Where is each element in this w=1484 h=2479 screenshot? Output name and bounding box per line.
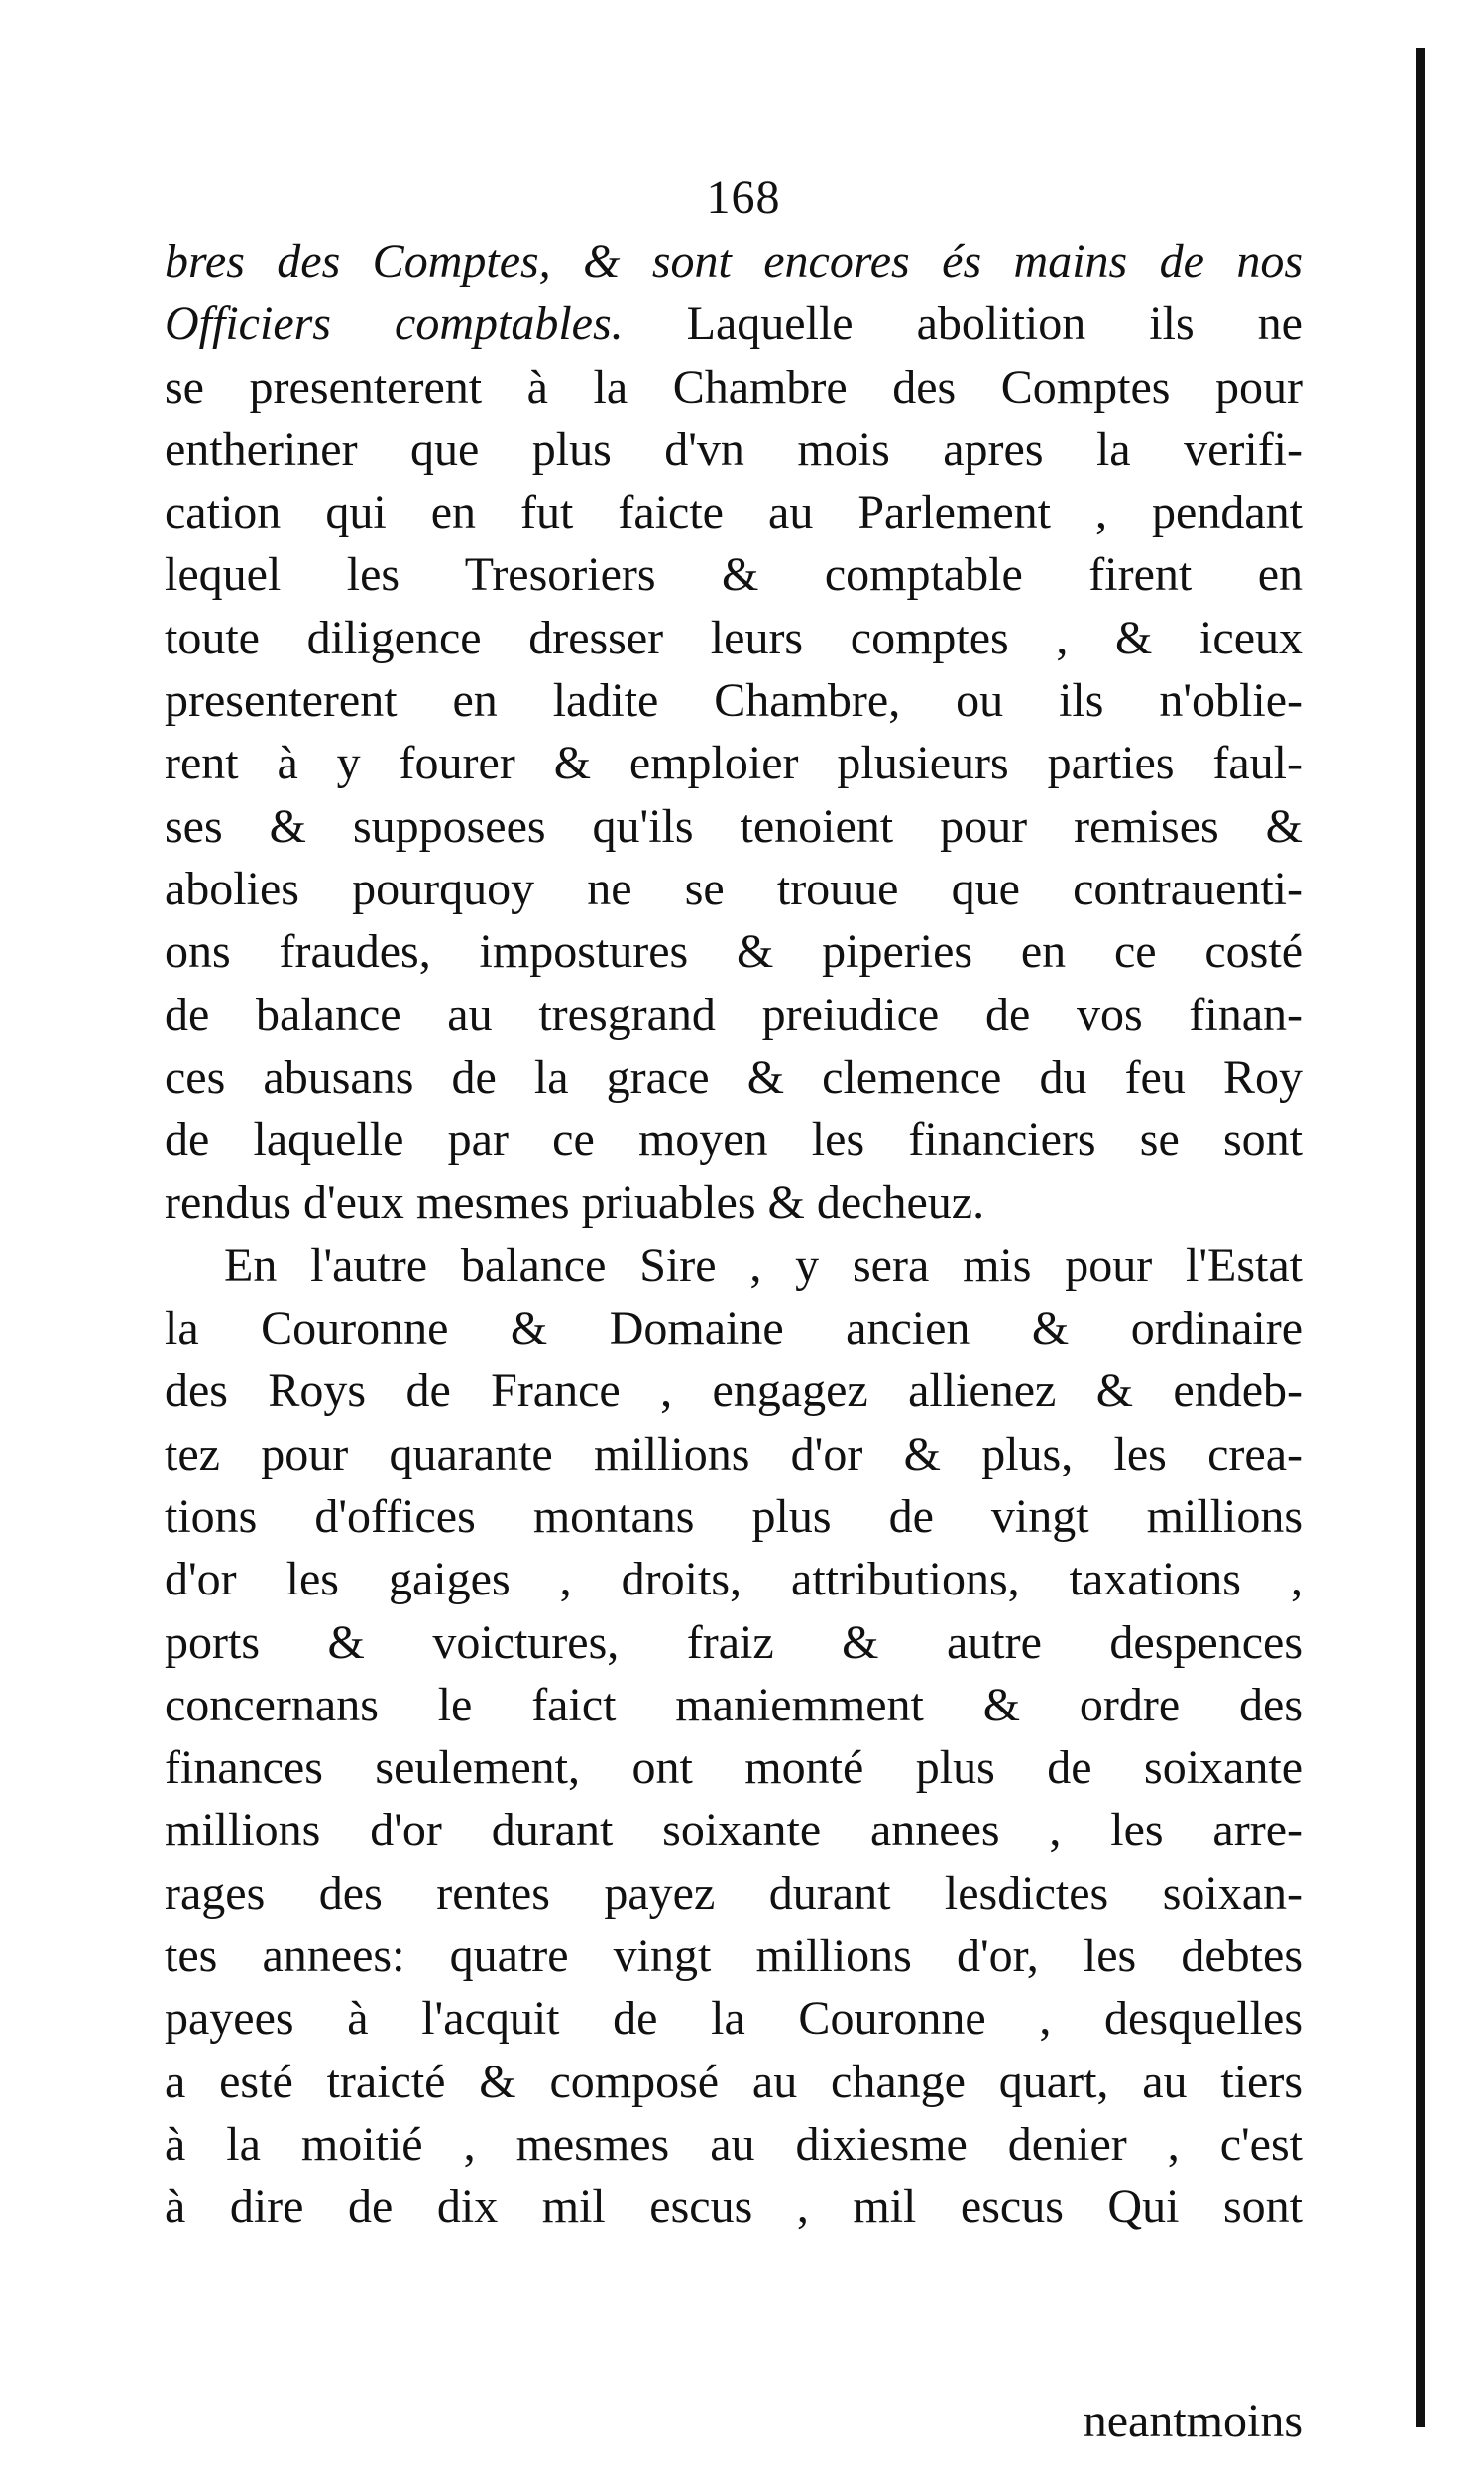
text-line: rages des rentes payez durant lesdictes soixan- (165, 1866, 1303, 1920)
text-line: bres des Comptes, & sont encores és mains de nos (165, 235, 1303, 288)
text-line: abolies pourquoy ne se trouue que contrauenti- (165, 862, 1303, 915)
text-line: ses & supposees qu'ils tenoient pour remises & (165, 799, 1303, 853)
text-line-roman-part: Laquelle abolition ils ne (623, 297, 1303, 351)
text-line: de laquelle par ce moyen les financiers se sont (165, 1114, 1303, 1167)
text-line: tions d'offices montans plus de vingt millions (165, 1489, 1303, 1543)
text-line: ces abusans de la grace & clemence du feu Roy (165, 1050, 1303, 1104)
text-line: entheriner que plus d'vn mois apres la verifi- (165, 422, 1303, 476)
text-line: presenterent en ladite Chambre, ou ils n'oblie- (165, 674, 1303, 728)
text-line: rent à y fourer & emploier plusieurs parties faul- (165, 737, 1303, 790)
text-line: rendus d'eux mesmes priuables & decheuz. (165, 1176, 985, 1230)
text-line: payees à l'acquit de la Couronne , desquelles (165, 1992, 1303, 2046)
text-line: de balance au tresgrand preiudice de vos finan- (165, 988, 1303, 1041)
text-line: toute diligence dresser leurs comptes , & iceux (165, 611, 1303, 664)
catchword: neantmoins (1083, 2395, 1303, 2447)
text-line: millions d'or durant soixante annees , les arre- (165, 1804, 1303, 1857)
text-line: se presenterent à la Chambre des Comptes pour (165, 360, 1303, 413)
text-line: finances seulement, ont monté plus de soixante (165, 1741, 1303, 1795)
text-line: la Couronne & Domaine ancien & ordinaire (165, 1302, 1303, 1356)
body-text (165, 230, 1303, 2239)
text-line-italic-part: Officiers comptables. (165, 297, 624, 351)
page-number: 168 (706, 172, 781, 224)
page-edge-rule (1416, 48, 1425, 2427)
text-line: tez pour quarante millions d'or & plus, les crea- (165, 1427, 1303, 1480)
text-line: lequel les Tresoriers & comptable firent en (165, 548, 1303, 602)
text-line: a esté traicté & composé au change quart, au tiers (165, 2055, 1303, 2108)
text-line: cation qui en fut faicte au Parlement , pendant (165, 486, 1303, 539)
text-line: En l'autre balance Sire , y sera mis pour l'Estat (224, 1239, 1303, 1292)
text-line (165, 293, 1303, 355)
text-line: tes annees: quatre vingt millions d'or, les debtes (165, 1930, 1303, 1983)
text-line: ons fraudes, impostures & piperies en ce costé (165, 925, 1303, 979)
text-line: d'or les gaiges , droits, attributions, taxations , (165, 1553, 1303, 1606)
text-line: à la moitié , mesmes au dixiesme denier , c'est (165, 2117, 1303, 2171)
text-line: à dire de dix mil escus , mil escus Qui sont (165, 2181, 1303, 2234)
text-line: des Roys de France , engagez allienez & endeb- (165, 1364, 1303, 1418)
text-line: ports & voictures, fraiz & autre despences (165, 1615, 1303, 1669)
text-line: concernans le faict maniemment & ordre des (165, 1678, 1303, 1731)
